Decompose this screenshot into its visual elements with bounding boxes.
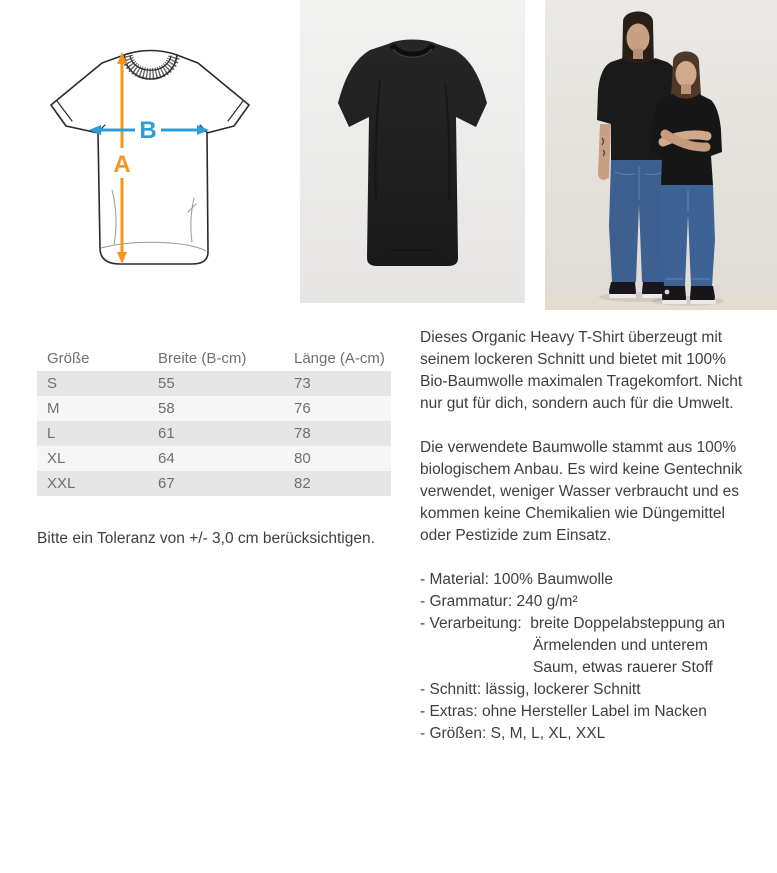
female-shoe-sole-left [662,300,687,304]
cell-length: 76 [294,400,311,417]
cell-width: 61 [158,425,175,442]
size-table [37,345,391,496]
table-row [37,371,391,396]
width-label-b: B [139,117,157,144]
spec-list [420,569,756,745]
male-neck [633,49,643,59]
spec-line-groessen: - Größen: S, M, L, XL, XXL [420,725,606,742]
cell-size: L [47,425,56,442]
tshirt-outline [51,51,249,265]
size-measurement-diagram-image[interactable] [40,42,260,274]
header-length: Länge (A-cm) [284,345,391,371]
description-paragraph-1: Dieses Organic Heavy T-Shirt überzeugt mit seinem lockeren Schnitt und bietet mit 100% Bio-Baumwolle maximalen Tragekomfort. Nicht nur gut für dich, sondern auch für die Umwelt. [420,329,743,412]
female-shoe-patch [665,290,670,295]
male-shoe-left [609,282,636,296]
male-face [627,24,650,53]
table-row [37,396,391,421]
female-shoe-sole-right [690,300,716,304]
cell-length: 78 [294,425,311,442]
cell-length: 82 [294,475,311,492]
table-row [37,421,391,446]
female-neck [681,84,691,94]
models-illustration [545,0,777,310]
table-row [37,446,391,471]
cell-width: 64 [158,450,175,467]
cell-length: 80 [294,450,311,467]
spec-line-extras: - Extras: ohne Hersteller Label im Nacken [420,703,707,720]
cell-length: 73 [294,375,311,392]
tolerance-note: Bitte ein Toleranz von +/- 3,0 cm berücksichtigen. [37,530,375,547]
cell-size: S [47,375,58,392]
product-description [420,327,756,745]
product-photo-front[interactable] [300,0,525,303]
female-shoe-left [662,286,686,302]
spec-line-grammatur: - Grammatur: 240 g/m² [420,593,578,610]
spec-line-schnitt: - Schnitt: lässig, lockerer Schnitt [420,681,641,698]
header-width: Breite (B-cm) [148,345,284,371]
tshirt-line-drawing [40,42,260,274]
spec-line-verarbeitung-cont-2: Saum, etwas rauerer Stoff [533,659,713,676]
black-tshirt-photo [300,0,525,303]
tshirt-silhouette [338,40,487,267]
description-paragraph-2: Die verwendete Baumwolle stammt aus 100% biologischem Anbau. Es wird keine Gentechnik verwendet, weniger Wasser verbraucht und es kommen keine Chemikalien wie Düngemittel oder Pestizide zum Einsatz. [420,439,743,544]
male-shoe-sole-left [609,294,636,298]
female-shoe-right [690,286,715,302]
header-size: Größe [37,345,148,371]
cell-size: XXL [47,475,76,492]
spec-line-material: - Material: 100% Baumwolle [420,571,613,588]
cell-width: 58 [158,400,175,417]
cell-size: M [47,400,60,417]
size-table-header-row [37,345,391,371]
length-label-a: A [113,151,131,178]
spec-line-verarbeitung: - Verarbeitung: breite Doppelabsteppung an [420,615,726,632]
cell-width: 67 [158,475,175,492]
spec-line-verarbeitung-cont-1: Ärmelenden und unterem [533,637,708,654]
models-photo[interactable] [545,0,777,310]
cell-size: XL [47,450,66,467]
table-row [37,471,391,496]
female-face [676,61,697,87]
cell-width: 55 [158,375,175,392]
